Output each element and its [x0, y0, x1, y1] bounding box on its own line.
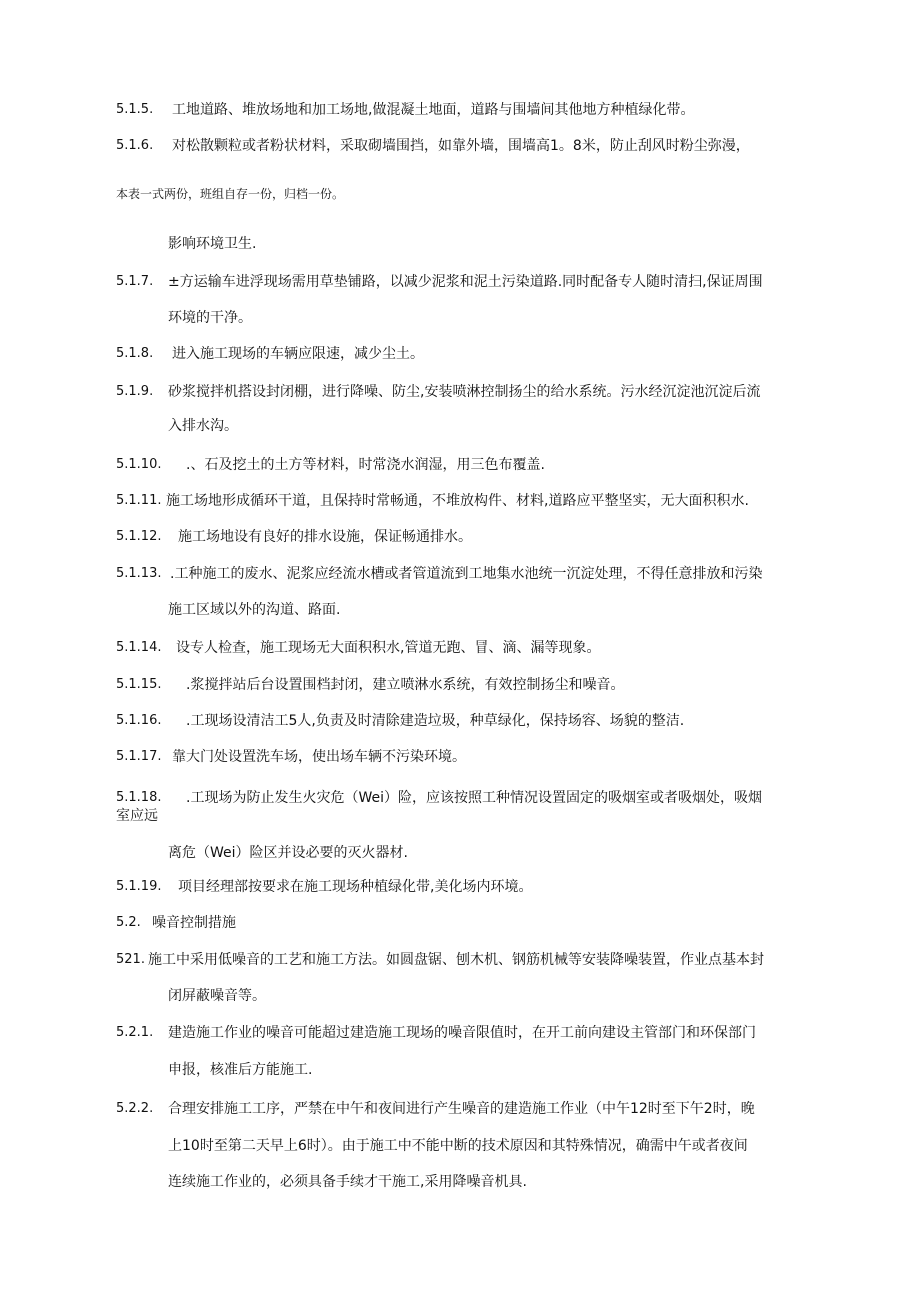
clause-text: 工地道路、堆放场地和加工场地,做混凝土地面，道路与围墙间其他地方种植绿化带。: [172, 102, 695, 118]
section-number: 5.2.: [116, 915, 141, 930]
clause-number: 5.2.2.: [116, 1101, 154, 1116]
clause-text: .、石及挖土的土方等材料，时常浇水润湿，用三色布覆盖.: [186, 457, 545, 473]
clause-number: 5.1.11.: [116, 493, 162, 508]
clause-text: 施工区域以外的沟道、路面.: [168, 602, 341, 618]
clause-text: 室应远: [116, 808, 158, 824]
clause-number: 5.1.10.: [116, 457, 162, 472]
clause-text: ±方运输车进浮现场需用草垫铺路，以减少泥浆和泥土污染道路.同时配备专人随时清扫,保证周围: [168, 274, 763, 290]
clause-text: 入排水沟。: [168, 418, 238, 434]
clause-text: .工现场设清洁工5人,负责及时清除建造垃圾，种草绿化，保持场容、场貌的整洁.: [186, 713, 685, 729]
clause-number: 5.1.12.: [116, 529, 162, 544]
clause-number: 5.1.18.: [116, 790, 162, 805]
clause-text: 环境的干净。: [168, 310, 252, 326]
clause-text: 离危（Wei）险区并设必要的灭火器材.: [168, 845, 408, 861]
clause-text: 闭屏蔽噪音等。: [168, 988, 266, 1004]
clause-text: 连续施工作业的，必须具备手续才干施工,采用降噪音机具.: [168, 1174, 527, 1190]
clause-text: 建造施工作业的噪音可能超过建造施工现场的噪音限值时，在开工前向建设主管部门和环保部门: [168, 1025, 756, 1041]
clause-text: 靠大门处设置洗车场，使出场车辆不污染环境。: [172, 749, 466, 765]
clause-text: 进入施工现场的车辆应限速，减少尘土。: [172, 346, 424, 362]
clause-text: .工种施工的废水、泥浆应经流水槽或者管道流到工地集水池统一沉淀处理，不得任意排放和污染: [170, 566, 763, 582]
clause-number: 5.1.6.: [116, 138, 154, 153]
clause-text: 合理安排施工工序，严禁在中午和夜间进行产生噪音的建造施工作业（中午12时至下午2时，晚: [168, 1101, 755, 1117]
clause-number: 5.1.15.: [116, 677, 162, 692]
clause-number: 5.1.8.: [116, 346, 154, 361]
clause-text: 设专人检查，施工现场无大面积积水,管道无跑、冒、滴、漏等现象。: [176, 640, 601, 656]
clause-text: 影响环境卫生.: [168, 236, 257, 252]
clause-text: 对松散颗粒或者粉状材料，采取砌墙围挡，如靠外墙，围墙高1。8米，防止刮风时粉尘弥漫，: [172, 138, 750, 154]
clause-text: 施工场地设有良好的排水设施，保证畅通排水。: [178, 529, 472, 545]
clause-number: 5.1.17.: [116, 749, 162, 764]
clause-text: .工现场为防止发生火灾危（Wei）险，应该按照工种情况设置固定的吸烟室或者吸烟处，吸烟: [186, 790, 762, 806]
clause-text: 上10时至第二天早上6时）。由于施工中不能中断的技术原因和其特殊情况，确需中午或者夜间: [168, 1138, 748, 1154]
clause-text: 申报，核准后方能施工.: [168, 1062, 313, 1078]
clause-text: 砂浆搅拌机搭设封闭棚，进行降噪、防尘,安装喷淋控制扬尘的给水系统。污水经沉淀池沉淀后流: [168, 384, 761, 400]
clause-number: 5.2.1.: [116, 1025, 154, 1040]
clause-number: 5.1.13.: [116, 566, 162, 581]
clause-number: 5.1.16.: [116, 713, 162, 728]
clause-number: 5.1.14.: [116, 640, 162, 655]
clause-number: 5.1.19.: [116, 879, 162, 894]
clause-text: 施工场地形成循环干道，且保持时常畅通，不堆放构件、材料,道路应平整坚实，无大面积积水.: [166, 493, 749, 509]
clause-number: 521.: [116, 952, 145, 967]
section-title: 噪音控制措施: [152, 915, 236, 931]
clause-number: 5.1.7.: [116, 274, 154, 289]
clause-text: 项目经理部按要求在施工现场种植绿化带,美化场内环境。: [178, 879, 533, 895]
clause-text: .浆搅拌站后台设置围档封闭，建立喷淋水系统，有效控制扬尘和噪音。: [186, 677, 625, 693]
clause-text: 施工中采用低噪音的工艺和施工方法。如圆盘锯、刨木机、钢筋机械等安装降噪装置，作业点基本封: [148, 952, 764, 968]
clause-number: 5.1.5.: [116, 102, 154, 117]
clause-number: 5.1.9.: [116, 384, 154, 399]
note-text: 本表一式两份，班组自存一份，归档一份。: [116, 187, 345, 201]
